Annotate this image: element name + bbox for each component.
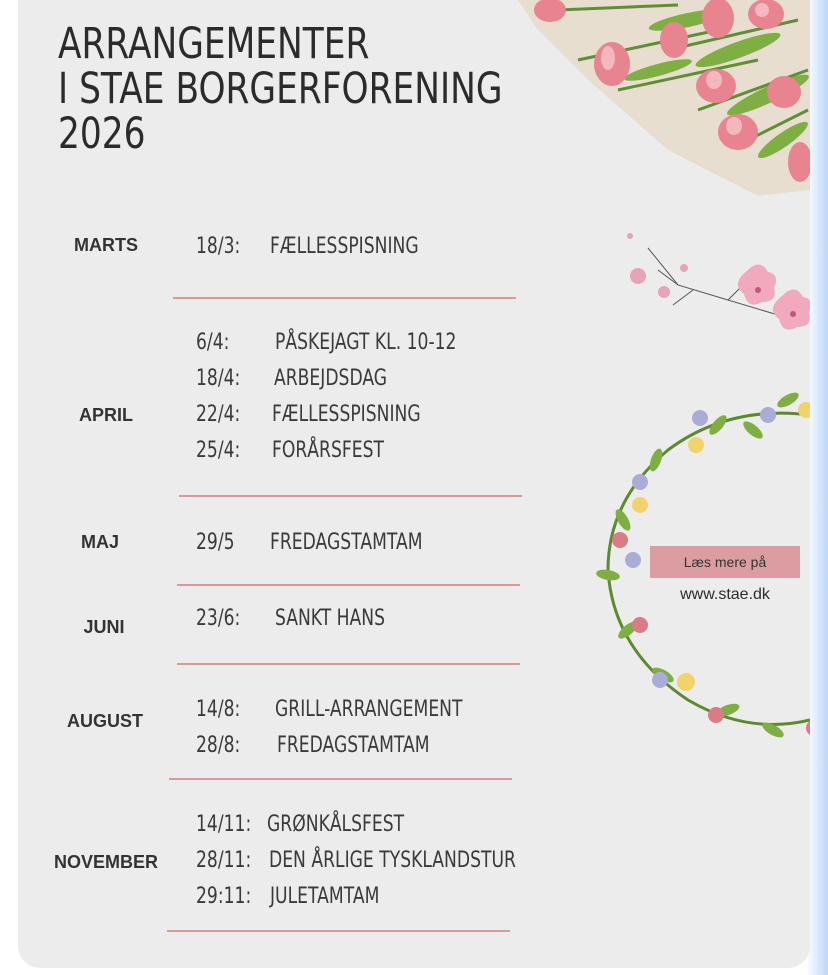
event-date: 29:11:	[196, 884, 252, 909]
event-title: FÆLLESSPISNING	[272, 402, 421, 427]
divider	[179, 495, 522, 497]
event-date: 23/6:	[196, 606, 241, 631]
tulip-bouquet-image	[518, 0, 810, 200]
event-title: PÅSKEJAGT KL. 10-12	[275, 330, 457, 355]
event-date: 28/8:	[196, 733, 241, 758]
divider	[167, 930, 510, 932]
event-date: 25/4:	[196, 438, 241, 463]
month-november: NOVEMBER	[53, 852, 158, 872]
month-juni: JUNI	[83, 617, 125, 637]
event-date: 18/3:	[196, 234, 241, 259]
month-august: AUGUST	[67, 711, 143, 731]
event-poster	[18, 0, 810, 968]
event-title: ARBEJDSDAG	[274, 366, 388, 391]
website-url[interactable]: www.stae.dk	[680, 586, 770, 603]
event-title: SANKT HANS	[275, 606, 386, 631]
event-date: 22/4:	[196, 402, 241, 427]
title-line-3: 2026	[58, 109, 146, 159]
divider	[173, 297, 516, 299]
month-maj: MAJ	[80, 532, 119, 552]
event-title: FÆLLESSPISNING	[270, 234, 419, 259]
event-date: 28/11:	[196, 848, 252, 873]
title-line-2: I STAE BORGERFORENING	[58, 64, 503, 114]
month-april: APRIL	[79, 405, 133, 425]
event-title: GRØNKÅLSFEST	[267, 812, 405, 837]
read-more-label: Læs mere på	[650, 546, 800, 578]
cherry-blossom-branch-image	[618, 230, 810, 360]
event-date: 29/5	[196, 530, 235, 555]
event-date: 14/11:	[196, 812, 252, 837]
title-line-1: ARRANGEMENTER	[58, 19, 370, 69]
event-title: FREDAGSTAMTAM	[270, 530, 423, 555]
event-date: 6/4:	[196, 330, 230, 355]
event-title: GRILL-ARRANGEMENT	[275, 697, 463, 722]
divider	[177, 663, 520, 665]
poster-title	[58, 19, 503, 159]
event-date: 14/8:	[196, 697, 241, 722]
month-marts: MARTS	[74, 235, 138, 255]
event-title: DEN ÅRLIGE TYSKLANDSTUR	[269, 848, 516, 873]
event-title: FORÅRSFEST	[272, 438, 384, 463]
divider	[177, 584, 520, 586]
event-title: FREDAGSTAMTAM	[277, 733, 430, 758]
event-title: JULETAMTAM	[270, 884, 380, 909]
divider	[169, 778, 512, 780]
event-date: 18/4:	[196, 366, 241, 391]
